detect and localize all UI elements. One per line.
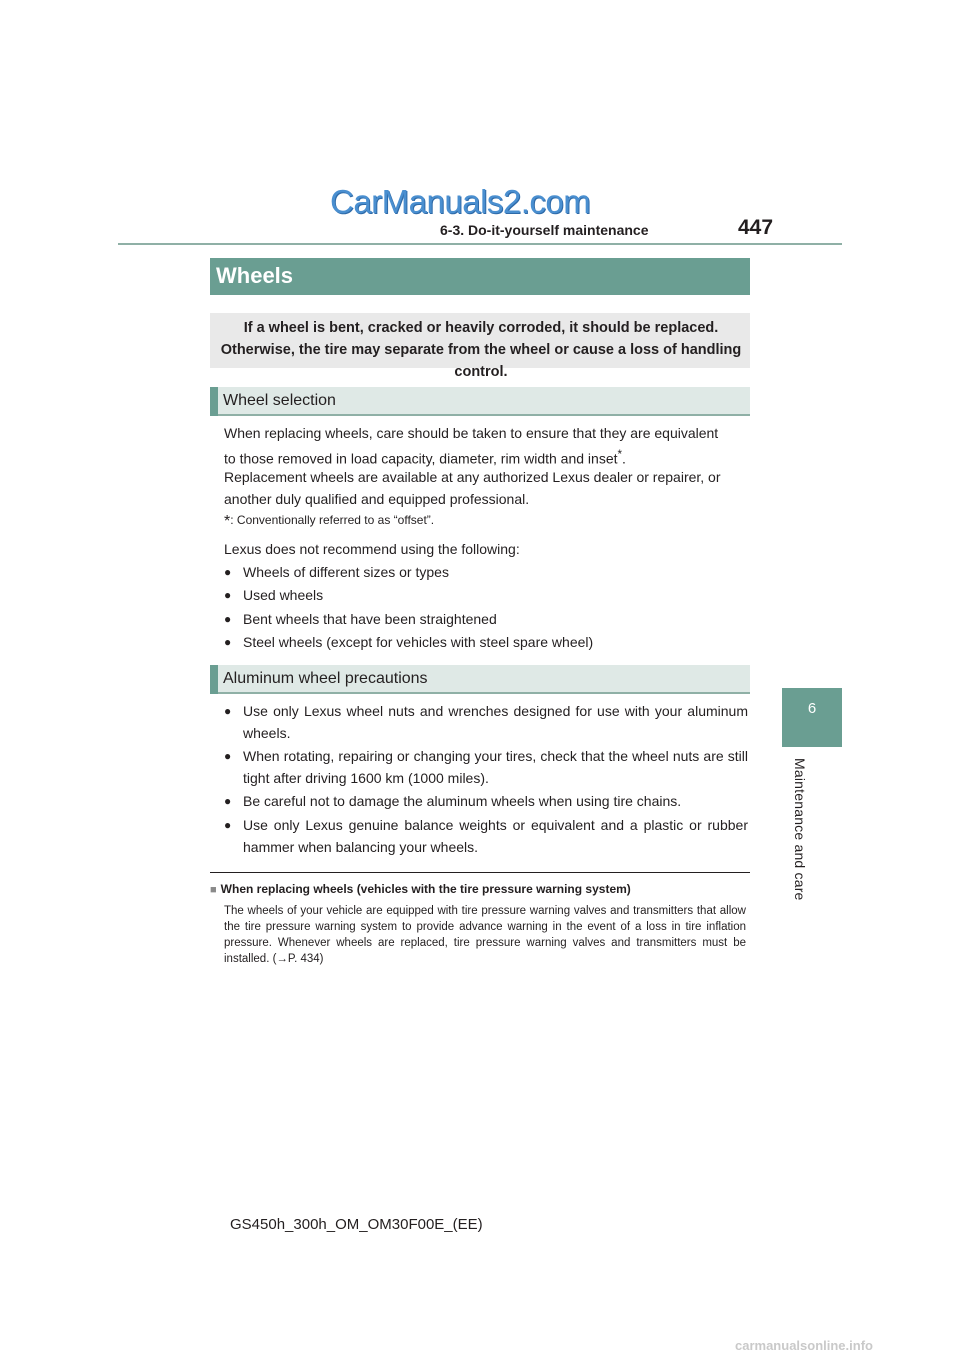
list-item — [224, 631, 748, 653]
square-bullet-icon: ■ — [210, 884, 217, 896]
list-item-text: When rotating, repairing or changing your tires, check that the wheel nuts are still tight after driving 1600 km (1000 miles). — [243, 748, 748, 786]
not-recommend-text: Lexus does not recommend using the following: — [224, 541, 520, 557]
section-divider — [210, 872, 750, 873]
bullet-icon: ● — [224, 635, 232, 649]
note-heading-text: When replacing wheels (vehicles with the tire pressure warning system) — [220, 882, 631, 896]
aluminum-accent — [210, 665, 218, 694]
list-item — [224, 584, 748, 606]
list-item-text: Wheels of different sizes or types — [243, 564, 449, 580]
aluminum-heading: Aluminum wheel precautions — [223, 670, 428, 687]
para1-star: * — [617, 448, 623, 461]
wheel-selection-para1 — [224, 422, 748, 470]
list-item — [224, 561, 748, 583]
list-item-text: Steel wheels (except for vehicles with steel spare wheel) — [243, 634, 594, 650]
bullet-icon: ● — [224, 565, 232, 579]
footer-code: GS450h_300h_OM_OM30F00E_(EE) — [230, 1216, 483, 1233]
chapter-number: 6 — [807, 700, 817, 717]
list-item-text: Use only Lexus genuine balance weights or equivalent and a plastic or rubber hammer when balancing your wheels. — [243, 817, 748, 855]
header-section-title: 6-3. Do-it-yourself maintenance — [440, 222, 649, 238]
bullet-icon: ● — [224, 749, 232, 763]
para1-line2-text: to those removed in load capacity, diameter, rim width and inset — [224, 450, 618, 467]
note-body: The wheels of your vehicle are equipped with tire pressure warning valves and transmitters that allow the tire pressure warning system to provide advance warning in the event of a loss in tire inflation pressure. Whenever wheels are replaced, tire pressure warning valves and transmitters must be installed. (→P. 434) — [224, 905, 746, 965]
wheel-selection-heading: Wheel selection — [223, 392, 336, 409]
chapter-tab — [782, 688, 842, 747]
footnote-text: : Conventionally referred to as “offset”. — [230, 513, 435, 527]
note-heading — [210, 882, 631, 896]
list-item-text: Use only Lexus wheel nuts and wrenches designed for use with your aluminum wheels. — [243, 703, 748, 741]
list-item — [224, 608, 748, 630]
chapter-label: Maintenance and care — [792, 758, 808, 901]
header-rule — [118, 243, 842, 245]
list-item — [224, 745, 748, 789]
page-number: 447 — [738, 216, 774, 239]
bullet-icon: ● — [224, 704, 232, 718]
para1-line1: When replacing wheels, care should be taken to ensure that they are equivalent — [224, 425, 719, 441]
bullet-icon: ● — [224, 612, 232, 626]
list-item — [224, 790, 748, 812]
list-item — [224, 700, 748, 744]
footnote — [224, 513, 434, 531]
page-title: Wheels — [216, 263, 294, 288]
list-item-text: Bent wheels that have been straightened — [243, 611, 497, 627]
wheel-selection-para2: Replacement wheels are available at any authorized Lexus dealer or repairer, or another duly qualified and equipped professional. — [224, 469, 721, 507]
footnote-star: * — [224, 513, 231, 530]
watermark-carmanualsonline: carmanualsonline.info — [735, 1338, 873, 1353]
bullet-icon: ● — [224, 588, 232, 602]
wheel-selection-accent — [210, 387, 218, 416]
para1-end: . — [622, 450, 626, 467]
list-item-text: Be careful not to damage the aluminum wheels when using tire chains. — [243, 793, 682, 809]
list-item — [224, 814, 748, 858]
list-item-text: Used wheels — [243, 587, 324, 603]
watermark-carmanuals2: CarManuals2.com — [330, 183, 591, 220]
intro-text: If a wheel is bent, cracked or heavily corroded, it should be replaced. Otherwise, the tire may separate from the wheel or cause a loss of handling control. — [220, 320, 742, 380]
bullet-icon: ● — [224, 818, 232, 832]
bullet-icon: ● — [224, 794, 232, 808]
